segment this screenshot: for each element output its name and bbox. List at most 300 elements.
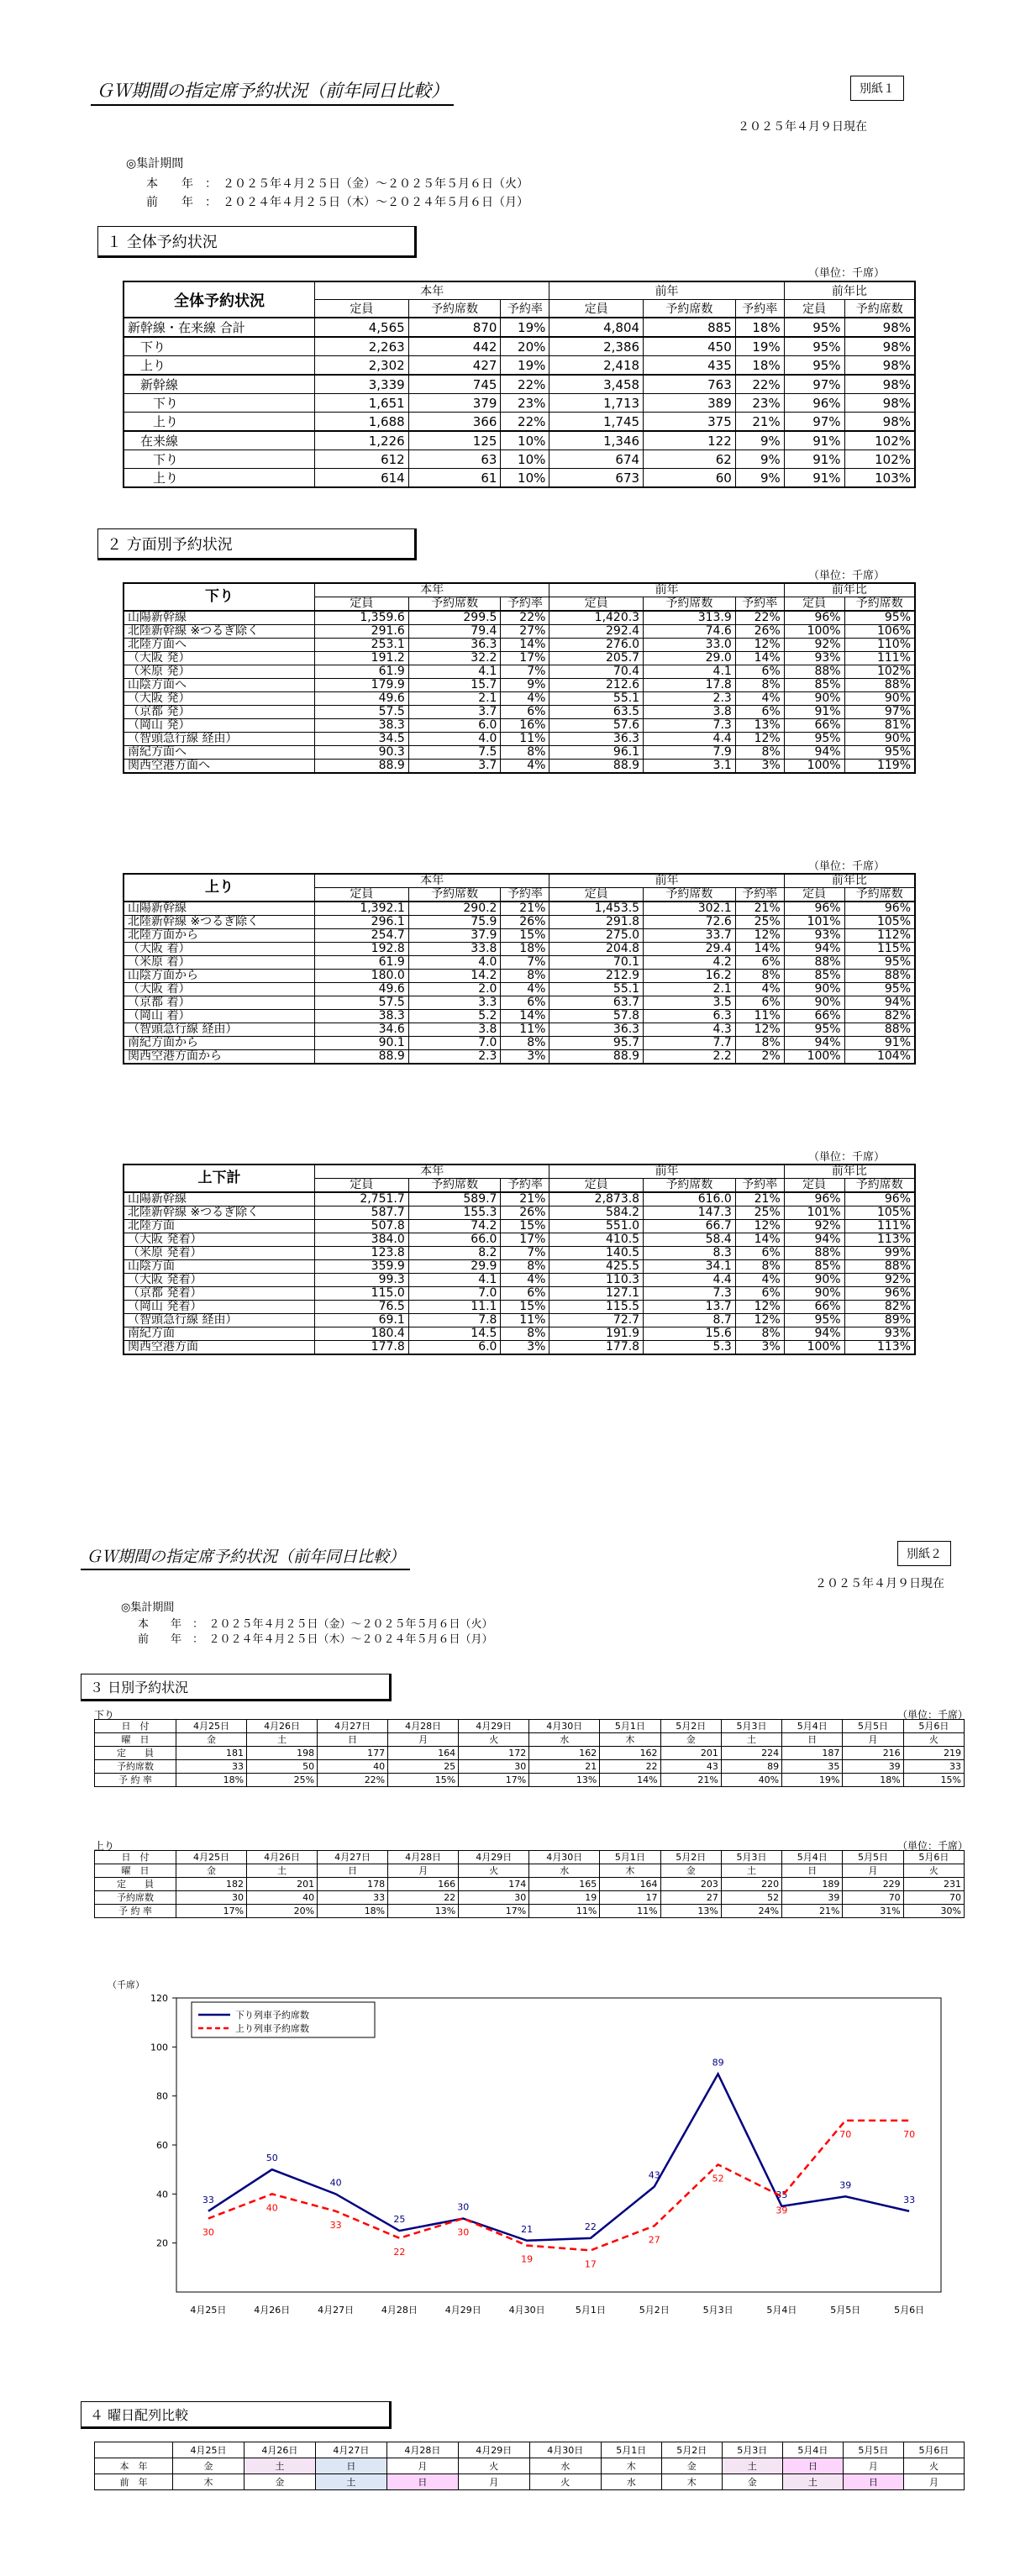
cell-value: 99.3 — [315, 1274, 409, 1287]
cell-value: 72.6 — [644, 916, 736, 929]
cell-value: 15% — [388, 1774, 459, 1787]
cell-value: 102% — [844, 431, 915, 450]
cell-value: 7% — [501, 956, 549, 970]
table-row — [124, 1023, 915, 1037]
cell-value: 11% — [501, 1023, 549, 1037]
cell-value: 19% — [782, 1774, 843, 1787]
data-label: 40 — [329, 2177, 342, 2189]
cell-value: 435 — [644, 356, 736, 376]
cell-value: 18% — [318, 1905, 388, 1918]
cell-value: 90.3 — [315, 746, 409, 760]
cell-value: 17% — [501, 652, 549, 665]
cell-value: 870 — [408, 318, 501, 337]
cell-value: 12% — [735, 1314, 784, 1327]
date-cell: 5月2日 — [660, 1851, 721, 1864]
data-label: 30 — [457, 2201, 470, 2213]
page2-title: ＧＷ期間の指定席予約状況（前年同日比較） — [81, 1544, 410, 1570]
row-label: （岡山 発） — [124, 719, 315, 733]
cell-value: 166 — [388, 1878, 459, 1891]
cell-value: 6% — [735, 706, 784, 719]
cell-value: 1,392.1 — [315, 902, 409, 916]
date-cell: 4月25日 — [173, 2442, 244, 2458]
date-cell: 5月3日 — [722, 2442, 782, 2458]
cell-value: 57.5 — [315, 996, 409, 1010]
cell-value: 100% — [784, 760, 844, 774]
cell-value: 96% — [844, 902, 915, 916]
cell-value: 62 — [644, 450, 736, 469]
date-cell: 4月29日 — [459, 1851, 529, 1864]
table-row — [124, 1050, 915, 1065]
cell-value: 7.8 — [408, 1314, 501, 1327]
cell-value: 17 — [600, 1891, 660, 1905]
cell-value: 91% — [784, 450, 844, 469]
date-cell: 4月30日 — [529, 1851, 600, 1864]
weekday-cell: 日 — [782, 1864, 843, 1878]
x-tick-label: 5月2日 — [639, 2305, 670, 2316]
cell-value: 410.5 — [549, 1233, 644, 1247]
col-header: 予約席数 — [408, 888, 501, 902]
cell-value: 115% — [844, 943, 915, 956]
cell-value: 18% — [735, 318, 784, 337]
cell-value: 4.0 — [408, 956, 501, 970]
cell-value: 94% — [784, 1037, 844, 1050]
col-header: 予約席数 — [844, 1179, 915, 1193]
weekday-cell: 水 — [529, 1733, 600, 1747]
cell-value: 22% — [501, 375, 549, 394]
cell-value: 187 — [782, 1747, 843, 1760]
cell-value: 551.0 — [549, 1220, 644, 1233]
table-label: 上下計 — [124, 1164, 315, 1192]
cell-value: 123.8 — [315, 1247, 409, 1260]
table-row — [124, 1037, 915, 1050]
hdr-this-year: 本年 — [315, 281, 549, 300]
cell-value: 10% — [501, 450, 549, 469]
row-label: 曜 日 — [95, 1733, 176, 1747]
cell-value: 1,745 — [549, 413, 644, 432]
data-label: 25 — [393, 2214, 406, 2226]
weekday-cell: 日 — [318, 1864, 388, 1878]
cell-value: 6.3 — [644, 1010, 736, 1023]
table-row — [124, 929, 915, 943]
table-row — [124, 760, 915, 774]
row-label: （大阪 発着） — [124, 1233, 315, 1247]
cell-value: 95.7 — [549, 1037, 644, 1050]
cell-value: 111% — [844, 1220, 915, 1233]
col-header: 定員 — [315, 1179, 409, 1193]
weekday-cell: 火 — [903, 2458, 964, 2474]
data-label: 52 — [712, 2173, 724, 2184]
date-cell: 4月29日 — [458, 2442, 529, 2458]
row-label: 北陸新幹線 ※つるぎ除く — [124, 1207, 315, 1220]
weekday-cell: 土 — [244, 2458, 315, 2474]
weekday-cell: 金 — [176, 1733, 247, 1747]
table-row — [124, 665, 915, 679]
cell-value: 90% — [844, 692, 915, 706]
table-row — [124, 1220, 915, 1233]
cell-value: 6% — [501, 1287, 549, 1301]
cell-value: 88.9 — [549, 1050, 644, 1065]
cell-value: 6% — [735, 665, 784, 679]
cell-value: 88% — [844, 1260, 915, 1274]
cell-value: 74.6 — [644, 625, 736, 639]
period2-label: ◎集計期間 — [121, 1601, 175, 1614]
cell-value: 6% — [735, 1247, 784, 1260]
cell-value: 23% — [735, 394, 784, 413]
data-label: 21 — [521, 2223, 534, 2235]
cell-value: 100% — [784, 1341, 844, 1355]
cell-value: 290.2 — [408, 902, 501, 916]
cell-value: 22% — [501, 611, 549, 625]
row-label: 予約席数 — [95, 1891, 176, 1905]
cell-value: 95% — [784, 1023, 844, 1037]
cell-value: 81% — [844, 719, 915, 733]
cell-value: 11% — [529, 1905, 600, 1918]
col-header: 予約席数 — [844, 888, 915, 902]
cell-value: 2.1 — [408, 692, 501, 706]
cell-value: 450 — [644, 337, 736, 356]
cell-value: 29.9 — [408, 1260, 501, 1274]
row-label: （智頭急行線 経由） — [124, 1314, 315, 1327]
cell-value: 57.6 — [549, 719, 644, 733]
cell-value: 8% — [735, 1327, 784, 1341]
cell-value: 125 — [408, 431, 501, 450]
cell-value: 7% — [501, 665, 549, 679]
cell-value: 22% — [735, 611, 784, 625]
cell-value: 36.3 — [549, 733, 644, 746]
cell-value: 6% — [735, 1287, 784, 1301]
weekday-cell: 水 — [529, 2458, 601, 2474]
weekday-cell: 金 — [176, 1864, 247, 1878]
cell-value: 616.0 — [644, 1192, 736, 1207]
cell-value: 13% — [388, 1905, 459, 1918]
cell-value: 90% — [784, 983, 844, 996]
cell-value: 36.3 — [549, 1023, 644, 1037]
data-label: 33 — [202, 2194, 214, 2205]
cell-value: 14% — [600, 1774, 660, 1787]
table-row — [124, 356, 915, 376]
date-cell: 4月28日 — [388, 1720, 459, 1733]
weekday-cell: 月 — [843, 1733, 903, 1747]
cell-value: 88% — [784, 1247, 844, 1260]
cell-value: 2.1 — [644, 983, 736, 996]
cell-value: 60 — [644, 469, 736, 488]
cell-value: 253.1 — [315, 639, 409, 652]
weekday-cell: 金 — [722, 2474, 782, 2490]
cell-value: 39 — [782, 1891, 843, 1905]
row-label: 山陰方面 — [124, 1260, 315, 1274]
cell-value: 379 — [408, 394, 501, 413]
cell-value: 95% — [784, 733, 844, 746]
weekday-cell: 土 — [721, 1864, 781, 1878]
cell-value: 254.7 — [315, 929, 409, 943]
cell-value: 33 — [903, 1760, 964, 1774]
cell-value: 8% — [735, 970, 784, 983]
row-label: （米原 発着） — [124, 1247, 315, 1260]
cell-value: 13% — [529, 1774, 600, 1787]
weekday-cell: 月 — [458, 2474, 529, 2490]
date-cell: 4月27日 — [318, 1851, 388, 1864]
cell-value: 389 — [644, 394, 736, 413]
cell-value: 110% — [844, 639, 915, 652]
cell-value: 1,346 — [549, 431, 644, 450]
cell-value: 673 — [549, 469, 644, 488]
cell-value: 201 — [660, 1747, 721, 1760]
row-label: （岡山 発着） — [124, 1301, 315, 1314]
cell-value: 182 — [176, 1878, 247, 1891]
cell-value: 95% — [784, 318, 844, 337]
cell-value: 177 — [318, 1747, 388, 1760]
unit-label-up: （単位：千席） — [808, 860, 886, 873]
cell-value: 12% — [735, 1023, 784, 1037]
cell-value: 8% — [501, 1037, 549, 1050]
cell-value: 3.8 — [408, 1023, 501, 1037]
col-header: 定員 — [549, 888, 644, 902]
date-cell: 5月5日 — [843, 2442, 903, 2458]
cell-value: 66.7 — [644, 1220, 736, 1233]
date-cell: 5月4日 — [782, 2442, 843, 2458]
cell-value: 19 — [529, 1891, 600, 1905]
cell-value: 70.4 — [549, 665, 644, 679]
cell-value: 29.0 — [644, 652, 736, 665]
cell-value: 90% — [844, 733, 915, 746]
row-label: （岡山 着） — [124, 1010, 315, 1023]
cell-value: 90% — [784, 1287, 844, 1301]
cell-value: 93% — [784, 652, 844, 665]
cell-value: 27 — [660, 1891, 721, 1905]
cell-value: 122 — [644, 431, 736, 450]
cell-value: 589.7 — [408, 1192, 501, 1207]
table-row — [124, 375, 915, 394]
cell-value: 103% — [844, 469, 915, 488]
cell-value: 89% — [844, 1314, 915, 1327]
table-row — [124, 652, 915, 665]
cell-value: 11% — [501, 733, 549, 746]
cell-value: 162 — [600, 1747, 660, 1760]
row-label: 新幹線・在来線 合計 — [124, 318, 315, 337]
data-label: 39 — [839, 2179, 852, 2191]
hdr-this-year: 本年 — [315, 874, 549, 888]
cell-value: 2.3 — [644, 692, 736, 706]
col-header: 定員 — [549, 597, 644, 612]
cell-value: 14% — [735, 652, 784, 665]
direction-total-table — [123, 1164, 916, 1355]
cell-value: 224 — [721, 1747, 781, 1760]
cell-value: 66% — [784, 719, 844, 733]
cell-value: 7.0 — [408, 1287, 501, 1301]
cell-value: 8% — [501, 1260, 549, 1274]
cell-value: 587.7 — [315, 1207, 409, 1220]
date-cell: 5月1日 — [601, 2442, 661, 2458]
weekday-cell: 土 — [315, 2474, 386, 2490]
series-line-0 — [208, 2074, 909, 2240]
hdr-this-year: 本年 — [315, 1164, 549, 1179]
weekday-cell: 日 — [318, 1733, 388, 1747]
weekday-cell: 日 — [386, 2474, 458, 2490]
cell-value: 4.1 — [408, 665, 501, 679]
weekday-cell: 月 — [843, 2458, 903, 2474]
cell-value: 5.3 — [644, 1341, 736, 1355]
cell-value: 3.7 — [408, 760, 501, 774]
weekday-cell: 水 — [601, 2474, 661, 2490]
cell-value: 98% — [844, 375, 915, 394]
cell-value: 98% — [844, 413, 915, 432]
col-header: 予約席数 — [408, 597, 501, 612]
table-row — [124, 611, 915, 625]
cell-value: 26% — [501, 916, 549, 929]
cell-value: 442 — [408, 337, 501, 356]
cell-value: 5.2 — [408, 1010, 501, 1023]
row-label: （智頭急行線 経由） — [124, 1023, 315, 1037]
cell-value: 27% — [501, 625, 549, 639]
row-label: 予約席数 — [95, 1760, 176, 1774]
section-3-heading: ３ 日別予約状況 — [81, 1674, 392, 1701]
date-cell: 4月29日 — [459, 1720, 529, 1733]
date-cell: 5月1日 — [600, 1851, 660, 1864]
date-cell: 5月6日 — [903, 2442, 964, 2458]
cell-value: 98% — [844, 337, 915, 356]
cell-value: 11% — [600, 1905, 660, 1918]
table-row — [95, 1878, 965, 1891]
cell-value: 15% — [903, 1774, 964, 1787]
cell-value: 1,226 — [315, 431, 409, 450]
date-cell: 4月26日 — [247, 1851, 318, 1864]
cell-value: 101% — [784, 916, 844, 929]
date-cell: 5月5日 — [843, 1851, 903, 1864]
table-row — [124, 1287, 915, 1301]
col-header: 予約率 — [501, 597, 549, 612]
x-tick-label: 5月5日 — [830, 2305, 861, 2316]
cell-value: 507.8 — [315, 1220, 409, 1233]
row-label: 定 員 — [95, 1747, 176, 1760]
period-this: 本 年 ： ２０２５年４月２５日（金）～２０２５年５月６日（火） — [146, 177, 528, 191]
section-4-heading: ４ 曜日配列比較 — [81, 2401, 392, 2429]
weekday-cell: 火 — [529, 2474, 601, 2490]
row-label: （米原 発） — [124, 665, 315, 679]
cell-value: 21% — [501, 902, 549, 916]
x-tick-label: 5月1日 — [575, 2305, 606, 2316]
cell-value: 3,339 — [315, 375, 409, 394]
weekday-cell: 月 — [386, 2458, 458, 2474]
cell-value: 95% — [844, 983, 915, 996]
daily-line-chart — [84, 1966, 1008, 2336]
cell-value: 70 — [903, 1891, 964, 1905]
table-row — [124, 902, 915, 916]
cell-value: 21% — [501, 1192, 549, 1207]
x-tick-label: 4月30日 — [508, 2305, 545, 2316]
data-label: 35 — [776, 2189, 788, 2200]
cell-value: 7% — [501, 1247, 549, 1260]
weekday-cell: 金 — [173, 2458, 244, 2474]
cell-value: 14% — [735, 943, 784, 956]
date-cell: 4月28日 — [386, 2442, 458, 2458]
cell-value: 113% — [844, 1341, 915, 1355]
cell-value: 2,418 — [549, 356, 644, 376]
cell-value: 98% — [844, 394, 915, 413]
row-label: （大阪 発） — [124, 652, 315, 665]
cell-value: 12% — [735, 733, 784, 746]
cell-value: 76.5 — [315, 1301, 409, 1314]
cell-value: 8.3 — [644, 1247, 736, 1260]
cell-value: 94% — [784, 1233, 844, 1247]
period-last: 前 年 ： ２０２４年４月２５日（木）～２０２４年５月６日（月） — [146, 196, 528, 209]
cell-value: 70 — [843, 1891, 903, 1905]
cell-value: 12% — [735, 1301, 784, 1314]
table-row — [95, 1760, 965, 1774]
cell-value: 9% — [501, 679, 549, 692]
cell-value: 2,386 — [549, 337, 644, 356]
cell-value: 104% — [844, 1050, 915, 1065]
cell-value: 3.3 — [408, 996, 501, 1010]
cell-value: 359.9 — [315, 1260, 409, 1274]
data-label: 22 — [393, 2246, 406, 2258]
table-row — [124, 413, 915, 432]
cell-value: 90% — [784, 996, 844, 1010]
cell-value: 18% — [176, 1774, 247, 1787]
cell-value: 57.8 — [549, 1010, 644, 1023]
table-label: 下り — [124, 583, 315, 611]
y-tick-label: 80 — [156, 2090, 168, 2102]
cell-value: 88.9 — [549, 760, 644, 774]
cell-value: 7.9 — [644, 746, 736, 760]
weekday-cell: 金 — [660, 1733, 721, 1747]
cell-value: 92% — [784, 1220, 844, 1233]
cell-value: 91% — [784, 469, 844, 488]
weekday-cell: 土 — [722, 2458, 782, 2474]
date-cell: 5月5日 — [843, 1720, 903, 1733]
row-label: 上り — [124, 469, 315, 488]
page1-asof: ２０２５年４月９日現在 — [738, 120, 867, 134]
cell-value: 8% — [735, 679, 784, 692]
cell-value: 95% — [784, 1314, 844, 1327]
cell-value: 4% — [501, 760, 549, 774]
row-label: 下り — [124, 394, 315, 413]
cell-value: 97% — [784, 375, 844, 394]
page1-badge: 別紙１ — [850, 76, 904, 101]
y-tick-label: 100 — [150, 2042, 168, 2053]
weekday-cell: 火 — [903, 1864, 964, 1878]
cell-value: 189 — [782, 1878, 843, 1891]
hdr-last-year: 前年 — [549, 281, 784, 300]
x-tick-label: 4月25日 — [190, 2305, 227, 2316]
row-label: 関西空港方面 — [124, 1341, 315, 1355]
cell-value: 95% — [784, 356, 844, 376]
cell-value: 745 — [408, 375, 501, 394]
cell-value: 7.0 — [408, 1037, 501, 1050]
table-row — [124, 1301, 915, 1314]
cell-value: 614 — [315, 469, 409, 488]
cell-value: 66.0 — [408, 1233, 501, 1247]
cell-value: 3% — [735, 760, 784, 774]
cell-value: 49.6 — [315, 692, 409, 706]
weekday-cell: 木 — [601, 2458, 661, 2474]
cell-value: 113% — [844, 1233, 915, 1247]
cell-value: 38.3 — [315, 1010, 409, 1023]
cell-value: 74.2 — [408, 1220, 501, 1233]
cell-value: 95% — [784, 337, 844, 356]
row-label: （京都 着） — [124, 996, 315, 1010]
table-row — [124, 996, 915, 1010]
cell-value: 61.9 — [315, 956, 409, 970]
legend-label: 下り列車予約席数 — [235, 2010, 309, 2021]
cell-value: 219 — [903, 1747, 964, 1760]
cell-value: 4.4 — [644, 1274, 736, 1287]
cell-value: 1,713 — [549, 394, 644, 413]
cell-value: 177.8 — [315, 1341, 409, 1355]
cell-value: 366 — [408, 413, 501, 432]
cell-value: 10% — [501, 469, 549, 488]
cell-value: 17% — [176, 1905, 247, 1918]
weekday-cell: 月 — [903, 2474, 964, 2490]
